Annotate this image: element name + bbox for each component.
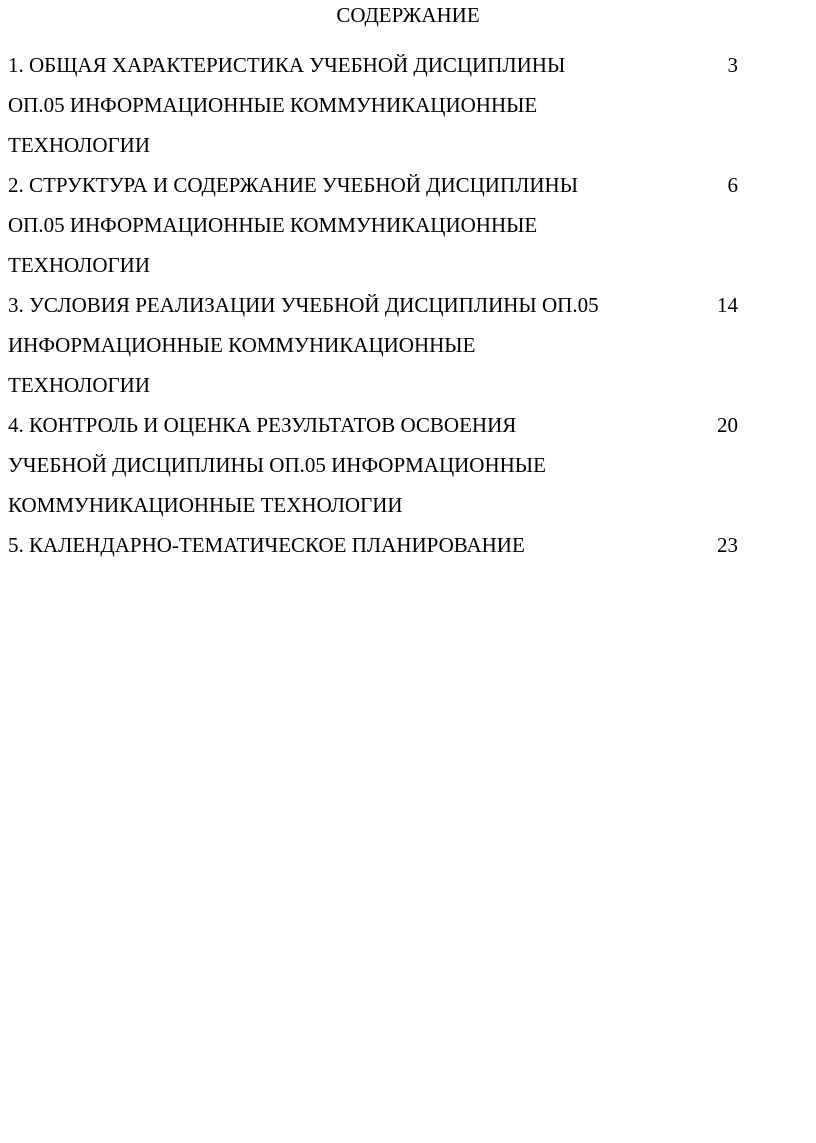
toc-entry-4	[8, 405, 738, 525]
toc-page-number: 3	[727, 53, 738, 77]
toc-entry-line: ОП.05 ИНФОРМАЦИОННЫЕ КОММУНИКАЦИОННЫЕ	[8, 93, 538, 117]
toc-page-number: 14	[717, 293, 738, 317]
toc-entry-line: 5. КАЛЕНДАРНО-ТЕМАТИЧЕСКОЕ ПЛАНИРОВАНИЕ	[8, 533, 525, 557]
toc-page-number: 23	[717, 533, 738, 557]
toc-entry-line: 3. УСЛОВИЯ РЕАЛИЗАЦИИ УЧЕБНОЙ ДИСЦИПЛИНЫ ОП.05	[8, 293, 599, 317]
toc-entry-5	[8, 525, 738, 565]
toc-page-number: 20	[717, 413, 738, 437]
toc-page-number: 6	[727, 173, 738, 197]
toc-entry-3	[8, 285, 738, 405]
toc-entry-line: ТЕХНОЛОГИИ	[8, 373, 150, 397]
toc-entry-line: КОММУНИКАЦИОННЫЕ ТЕХНОЛОГИИ	[8, 493, 403, 517]
toc-entry-line: 4. КОНТРОЛЬ И ОЦЕНКА РЕЗУЛЬТАТОВ ОСВОЕНИЯ	[8, 413, 517, 437]
page-title: СОДЕРЖАНИЕ	[336, 3, 480, 27]
toc-entry-line: ТЕХНОЛОГИИ	[8, 253, 150, 277]
toc-entry-line: 2. СТРУКТУРА И СОДЕРЖАНИЕ УЧЕБНОЙ ДИСЦИПЛИНЫ	[8, 173, 579, 197]
table-of-contents	[8, 45, 738, 565]
toc-entry-line: УЧЕБНОЙ ДИСЦИПЛИНЫ ОП.05 ИНФОРМАЦИОННЫЕ	[8, 453, 546, 477]
toc-entry-line: ИНФОРМАЦИОННЫЕ КОММУНИКАЦИОННЫЕ	[8, 333, 476, 357]
toc-entry-line: 1. ОБЩАЯ ХАРАКТЕРИСТИКА УЧЕБНОЙ ДИСЦИПЛИНЫ	[8, 53, 566, 77]
toc-entry-1	[8, 45, 738, 165]
toc-entry-line: ТЕХНОЛОГИИ	[8, 133, 150, 157]
toc-entry-line: ОП.05 ИНФОРМАЦИОННЫЕ КОММУНИКАЦИОННЫЕ	[8, 213, 538, 237]
toc-entry-2	[8, 165, 738, 285]
